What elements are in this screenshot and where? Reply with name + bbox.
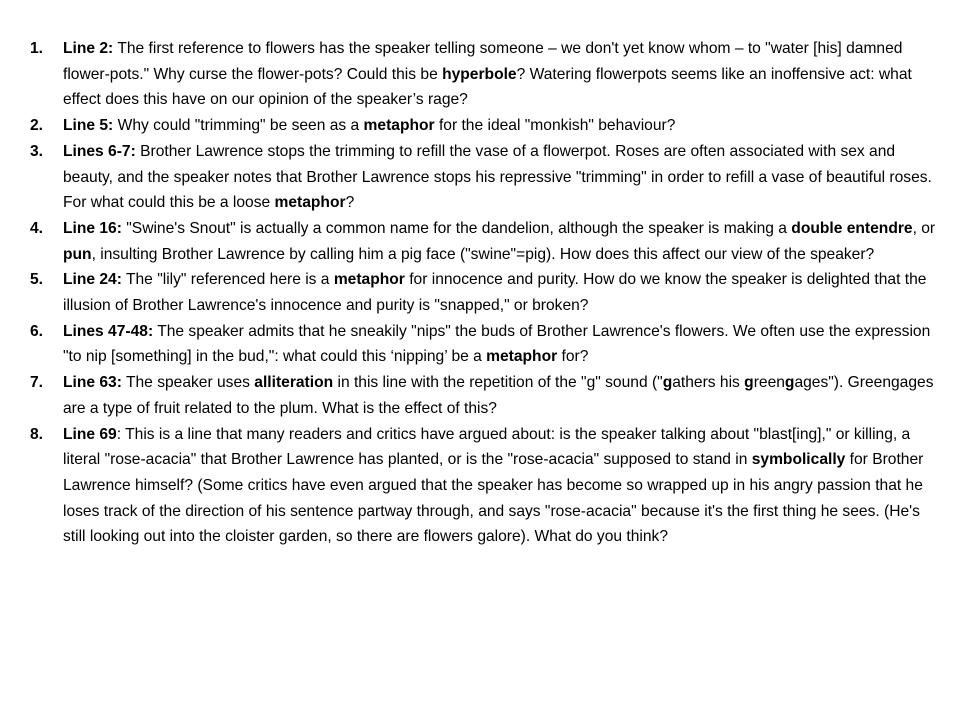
line-reference: Line 5:	[63, 117, 114, 135]
literary-term: g	[662, 374, 673, 392]
literary-term: g	[744, 374, 754, 392]
line-reference: Line 2:	[63, 40, 114, 57]
item-number: 8.	[30, 425, 44, 443]
literary-term: metaphor	[486, 348, 558, 366]
list-item	[30, 139, 942, 216]
list-item	[30, 113, 942, 139]
list-item	[30, 422, 942, 551]
item-number: 1.	[30, 40, 44, 57]
item-text: ? Watering flowerpots seems like an inoffensive act: what effect does this have on our opinion of the speaker’s rage?	[63, 65, 912, 109]
item-number: 5.	[30, 271, 44, 289]
item-number: 4.	[30, 219, 44, 237]
item-text: , insulting Brother Lawrence by calling him a pig face ("swine"=pig). How does this affect our view of the speaker?	[91, 245, 875, 263]
annotation-list	[30, 36, 942, 550]
item-text: for innocence and purity. How do we know the speaker is delighted that the illusion of Brother Lawrence's innocence and purity is "snapped," or broken?	[63, 271, 927, 315]
item-text: , or	[912, 219, 936, 237]
literary-term: metaphor	[363, 117, 435, 135]
item-text: The "lily" referenced here is a	[121, 271, 334, 289]
item-text: ages"). Greengages are a type of fruit related to the plum. What is the effect of this?	[63, 374, 934, 417]
item-text: Why could "trimming" be seen as a	[113, 117, 364, 135]
item-text: in this line with the repetition of the "g" sound ("	[333, 374, 663, 392]
item-text: reen	[753, 374, 785, 392]
list-item	[30, 216, 942, 267]
item-text: for Brother Lawrence himself? (Some critics have even argued that the speaker has become so wrapped up in his angry passion that he loses track of the direction of his sentence partway through, and says "rose-acacia" because it's the first thing he sees. (He's still looking out into the cloister garden, so there are flowers galore). What do you think?	[63, 451, 924, 546]
item-number: 7.	[30, 374, 44, 392]
item-number: 6.	[30, 322, 44, 340]
item-text: athers his	[672, 374, 745, 392]
literary-term: metaphor	[333, 271, 405, 289]
literary-term: alliteration	[254, 374, 334, 392]
item-text: for the ideal "monkish" behaviour?	[434, 117, 676, 135]
line-reference: Line 24:	[63, 271, 122, 289]
list-item	[30, 319, 942, 370]
line-reference: Line 16:	[63, 219, 122, 237]
literary-term: pun	[63, 245, 92, 263]
list-item	[30, 370, 942, 421]
item-text: The first reference to flowers has the speaker telling someone – we don't yet know whom – to "water [his] damned flower-pots." Why curse the flower-pots? Could this be	[63, 40, 903, 83]
literary-term: metaphor	[274, 194, 346, 212]
item-text: : This is a line that many readers and critics have argued about: is the speaker talking about "blast[ing]," or killing, a literal "rose-acacia" that Brother Lawrence has planted, or is the "rose-acacia" supposed to stand in	[63, 425, 911, 469]
item-text: The speaker uses	[121, 374, 255, 392]
item-text: The speaker admits that he sneakily "nips" the buds of Brother Lawrence's flowers. We often use the expression "to nip [something] in the bud,": what could this ‘nipping’ be a	[63, 322, 931, 366]
literary-term: g	[784, 374, 795, 392]
line-reference: Line 69	[63, 425, 117, 443]
item-text: ?	[345, 194, 355, 212]
item-text: Brother Lawrence stops the trimming to refill the vase of a flowerpot. Roses are often associated with sex and beauty, and the speaker notes that Brother Lawrence stops his repressive "trimming" in order to refill a vase of beautiful roses. For what could this be a loose	[63, 142, 932, 212]
item-text: "Swine's Snout" is actually a common name for the dandelion, although the speaker is making a	[121, 219, 792, 237]
line-reference: Lines 6-7:	[63, 142, 136, 160]
list-item	[30, 36, 942, 113]
line-reference: Line 63:	[63, 374, 122, 392]
literary-term: hyperbole	[442, 65, 517, 83]
line-reference: Lines 47-48:	[63, 322, 154, 340]
list-item	[30, 267, 942, 318]
item-number: 3.	[30, 142, 44, 160]
item-text: for?	[557, 348, 589, 366]
literary-term: double entendre	[791, 219, 913, 237]
item-number: 2.	[30, 117, 44, 135]
literary-term: symbolically	[751, 451, 846, 469]
